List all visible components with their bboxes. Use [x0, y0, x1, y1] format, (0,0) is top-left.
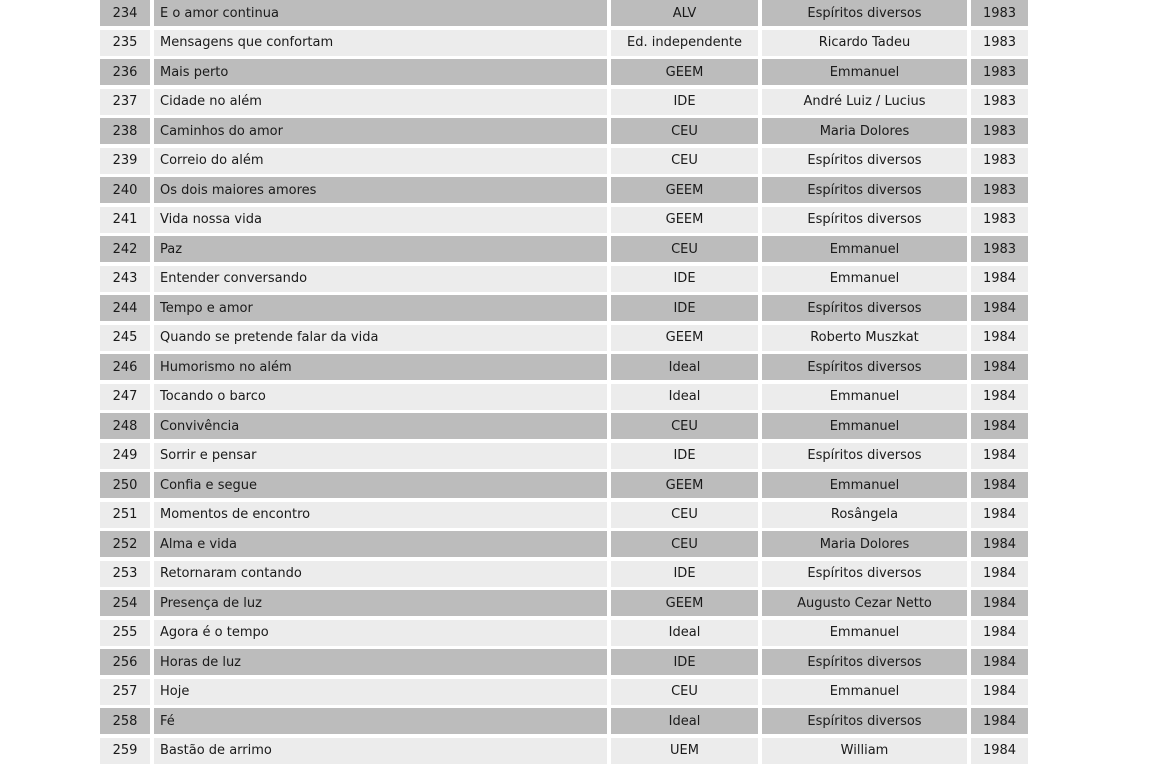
row-number-cell: 239	[100, 148, 150, 174]
row-number-cell: 247	[100, 384, 150, 410]
table-row	[100, 325, 1030, 355]
author-cell: Ricardo Tadeu	[762, 30, 967, 56]
author-cell: Emmanuel	[762, 236, 967, 262]
table-row	[100, 59, 1030, 89]
year-cell: 1983	[971, 207, 1028, 233]
publisher-cell: CEU	[611, 502, 758, 528]
year-cell: 1984	[971, 472, 1028, 498]
author-cell: Emmanuel	[762, 384, 967, 410]
publisher-cell: Ed. independente	[611, 30, 758, 56]
publisher-cell: GEEM	[611, 472, 758, 498]
author-cell: Emmanuel	[762, 413, 967, 439]
book-title-cell: Correio do além	[154, 148, 607, 174]
table-row	[100, 708, 1030, 738]
book-title-cell: Horas de luz	[154, 649, 607, 675]
book-title-cell: Tempo e amor	[154, 295, 607, 321]
book-title-cell: Retornaram contando	[154, 561, 607, 587]
table-row	[100, 266, 1030, 296]
row-number-cell: 248	[100, 413, 150, 439]
author-cell: Espíritos diversos	[762, 443, 967, 469]
year-cell: 1984	[971, 384, 1028, 410]
year-cell: 1984	[971, 679, 1028, 705]
table-row	[100, 30, 1030, 60]
row-number-cell: 250	[100, 472, 150, 498]
year-cell: 1984	[971, 708, 1028, 734]
table-row	[100, 679, 1030, 709]
publisher-cell: GEEM	[611, 590, 758, 616]
book-title-cell: Fé	[154, 708, 607, 734]
book-title-cell: Hoje	[154, 679, 607, 705]
book-title-cell: Caminhos do amor	[154, 118, 607, 144]
row-number-cell: 237	[100, 89, 150, 115]
publisher-cell: Ideal	[611, 620, 758, 646]
row-number-cell: 258	[100, 708, 150, 734]
publisher-cell: GEEM	[611, 207, 758, 233]
row-number-cell: 256	[100, 649, 150, 675]
table-row	[100, 472, 1030, 502]
publisher-cell: CEU	[611, 679, 758, 705]
author-cell: Rosângela	[762, 502, 967, 528]
table-row	[100, 118, 1030, 148]
table-row	[100, 354, 1030, 384]
row-number-cell: 238	[100, 118, 150, 144]
row-number-cell: 246	[100, 354, 150, 380]
publisher-cell: CEU	[611, 236, 758, 262]
table-row	[100, 531, 1030, 561]
publisher-cell: CEU	[611, 148, 758, 174]
year-cell: 1983	[971, 118, 1028, 144]
table-row	[100, 413, 1030, 443]
table-row	[100, 89, 1030, 119]
author-cell: Emmanuel	[762, 679, 967, 705]
book-title-cell: Paz	[154, 236, 607, 262]
book-title-cell: Presença de luz	[154, 590, 607, 616]
book-title-cell: Convivência	[154, 413, 607, 439]
book-title-cell: Alma e vida	[154, 531, 607, 557]
table-row	[100, 384, 1030, 414]
year-cell: 1983	[971, 0, 1028, 26]
book-title-cell: Agora é o tempo	[154, 620, 607, 646]
year-cell: 1984	[971, 413, 1028, 439]
publisher-cell: IDE	[611, 295, 758, 321]
table-row	[100, 620, 1030, 650]
publisher-cell: CEU	[611, 531, 758, 557]
book-title-cell: Confia e segue	[154, 472, 607, 498]
author-cell: Espíritos diversos	[762, 148, 967, 174]
publisher-cell: CEU	[611, 118, 758, 144]
table-row	[100, 236, 1030, 266]
table-row	[100, 0, 1030, 30]
row-number-cell: 241	[100, 207, 150, 233]
year-cell: 1984	[971, 295, 1028, 321]
publisher-cell: Ideal	[611, 708, 758, 734]
row-number-cell: 240	[100, 177, 150, 203]
row-number-cell: 245	[100, 325, 150, 351]
row-number-cell: 255	[100, 620, 150, 646]
year-cell: 1983	[971, 89, 1028, 115]
book-title-cell: Bastão de arrimo	[154, 738, 607, 764]
publisher-cell: IDE	[611, 649, 758, 675]
author-cell: Espíritos diversos	[762, 649, 967, 675]
year-cell: 1984	[971, 531, 1028, 557]
year-cell: 1983	[971, 59, 1028, 85]
table-row	[100, 207, 1030, 237]
table-row	[100, 295, 1030, 325]
author-cell: Espíritos diversos	[762, 207, 967, 233]
year-cell: 1984	[971, 325, 1028, 351]
author-cell: Espíritos diversos	[762, 177, 967, 203]
row-number-cell: 249	[100, 443, 150, 469]
row-number-cell: 234	[100, 0, 150, 26]
author-cell: Emmanuel	[762, 266, 967, 292]
author-cell: Espíritos diversos	[762, 295, 967, 321]
author-cell: Emmanuel	[762, 472, 967, 498]
table-row	[100, 590, 1030, 620]
author-cell: Emmanuel	[762, 59, 967, 85]
publisher-cell: GEEM	[611, 325, 758, 351]
year-cell: 1984	[971, 738, 1028, 764]
row-number-cell: 254	[100, 590, 150, 616]
year-cell: 1984	[971, 443, 1028, 469]
publisher-cell: UEM	[611, 738, 758, 764]
row-number-cell: 253	[100, 561, 150, 587]
publisher-cell: IDE	[611, 89, 758, 115]
year-cell: 1984	[971, 561, 1028, 587]
book-title-cell: Os dois maiores amores	[154, 177, 607, 203]
publisher-cell: GEEM	[611, 177, 758, 203]
book-title-cell: Tocando o barco	[154, 384, 607, 410]
author-cell: Maria Dolores	[762, 531, 967, 557]
book-title-cell: Momentos de encontro	[154, 502, 607, 528]
book-title-cell: Quando se pretende falar da vida	[154, 325, 607, 351]
year-cell: 1983	[971, 177, 1028, 203]
publisher-cell: IDE	[611, 266, 758, 292]
table-row	[100, 148, 1030, 178]
author-cell: Espíritos diversos	[762, 0, 967, 26]
row-number-cell: 235	[100, 30, 150, 56]
publisher-cell: Ideal	[611, 354, 758, 380]
book-title-cell: Humorismo no além	[154, 354, 607, 380]
publisher-cell: CEU	[611, 413, 758, 439]
year-cell: 1984	[971, 649, 1028, 675]
year-cell: 1983	[971, 30, 1028, 56]
book-table	[100, 0, 1030, 767]
book-title-cell: Cidade no além	[154, 89, 607, 115]
author-cell: Maria Dolores	[762, 118, 967, 144]
book-title-cell: Vida nossa vida	[154, 207, 607, 233]
row-number-cell: 259	[100, 738, 150, 764]
publisher-cell: Ideal	[611, 384, 758, 410]
author-cell: Emmanuel	[762, 620, 967, 646]
table-row	[100, 649, 1030, 679]
year-cell: 1984	[971, 620, 1028, 646]
row-number-cell: 244	[100, 295, 150, 321]
year-cell: 1983	[971, 236, 1028, 262]
table-row	[100, 738, 1030, 767]
author-cell: Espíritos diversos	[762, 561, 967, 587]
author-cell: Roberto Muszkat	[762, 325, 967, 351]
publisher-cell: ALV	[611, 0, 758, 26]
author-cell: André Luiz / Lucius	[762, 89, 967, 115]
book-title-cell: Entender conversando	[154, 266, 607, 292]
row-number-cell: 242	[100, 236, 150, 262]
row-number-cell: 236	[100, 59, 150, 85]
row-number-cell: 252	[100, 531, 150, 557]
row-number-cell: 257	[100, 679, 150, 705]
table-row	[100, 177, 1030, 207]
author-cell: Espíritos diversos	[762, 354, 967, 380]
row-number-cell: 243	[100, 266, 150, 292]
author-cell: William	[762, 738, 967, 764]
table-row	[100, 502, 1030, 532]
year-cell: 1984	[971, 266, 1028, 292]
book-title-cell: E o amor continua	[154, 0, 607, 26]
publisher-cell: IDE	[611, 443, 758, 469]
year-cell: 1984	[971, 502, 1028, 528]
author-cell: Espíritos diversos	[762, 708, 967, 734]
year-cell: 1984	[971, 354, 1028, 380]
book-title-cell: Sorrir e pensar	[154, 443, 607, 469]
author-cell: Augusto Cezar Netto	[762, 590, 967, 616]
table-row	[100, 443, 1030, 473]
book-title-cell: Mensagens que confortam	[154, 30, 607, 56]
table-row	[100, 561, 1030, 591]
year-cell: 1983	[971, 148, 1028, 174]
book-title-cell: Mais perto	[154, 59, 607, 85]
row-number-cell: 251	[100, 502, 150, 528]
publisher-cell: GEEM	[611, 59, 758, 85]
year-cell: 1984	[971, 590, 1028, 616]
publisher-cell: IDE	[611, 561, 758, 587]
